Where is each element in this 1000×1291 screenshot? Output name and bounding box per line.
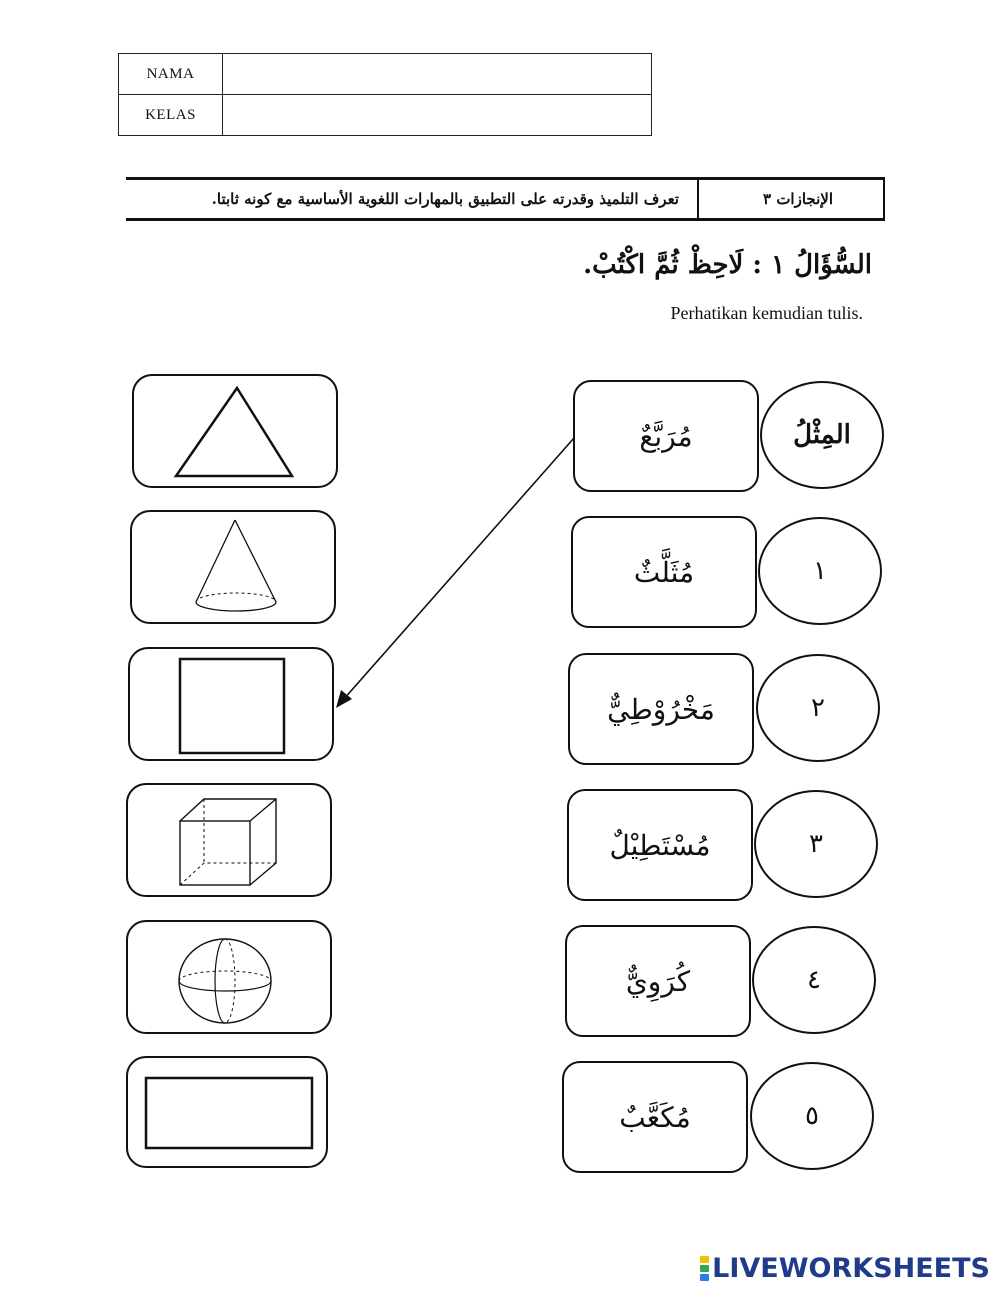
question-title: السُّؤَالُ ١ : لَاحِظْ ثُمَّ اكْتُبْ.: [583, 250, 872, 280]
example-circle: المِثْلُ: [760, 381, 884, 489]
word-box-example[interactable]: مُرَبَّعٌ: [573, 380, 759, 492]
brand-icon: [700, 1255, 709, 1282]
student-info-table: [118, 53, 652, 136]
triangle-icon: [134, 376, 340, 490]
word-box-2[interactable]: مَخْرُوْطِيٌّ: [568, 653, 754, 765]
word-box-1[interactable]: مُثَلَّثٌ: [571, 516, 757, 628]
number-circle-2: ٢: [756, 654, 880, 762]
number-circle-1: ١: [758, 517, 882, 625]
word-box-3[interactable]: مُسْتَطِيْلٌ: [567, 789, 753, 901]
name-row: [119, 54, 652, 95]
liveworksheets-logo: [700, 1253, 990, 1284]
word-box-4[interactable]: كُرَوِيٌّ: [565, 925, 751, 1037]
shape-box-square[interactable]: [128, 647, 334, 761]
number-circle-3: ٣: [754, 790, 878, 898]
name-label: NAMA: [119, 54, 223, 95]
cube-icon: [128, 785, 334, 899]
class-label: KELAS: [119, 95, 223, 136]
word-box-5[interactable]: مُكَعَّبٌ: [562, 1061, 748, 1173]
shape-box-cone[interactable]: [130, 510, 336, 624]
question-instruction: Perhatikan kemudian tulis.: [670, 303, 863, 323]
shape-box-triangle[interactable]: [132, 374, 338, 488]
objective-bar: [126, 177, 885, 221]
rectangle-icon: [128, 1058, 330, 1170]
number-circle-4: ٤: [752, 926, 876, 1034]
shape-box-cube[interactable]: [126, 783, 332, 897]
brand-name: LIVEWORKSHEETS: [712, 1253, 990, 1284]
cone-icon: [132, 512, 338, 626]
class-field[interactable]: [223, 95, 652, 136]
sphere-icon: [128, 922, 334, 1036]
class-row: [119, 95, 652, 136]
shape-box-sphere[interactable]: [126, 920, 332, 1034]
objective-text: تعرف التلميذ وقدرته على التطبيق بالمهارات اللغوية الأساسية مع كونه ثابتا.: [211, 190, 679, 208]
square-icon: [130, 649, 336, 763]
name-field[interactable]: [223, 54, 652, 95]
number-circle-5: ٥: [750, 1062, 874, 1170]
shape-box-rectangle[interactable]: [126, 1056, 328, 1168]
objective-code: الإنجازات ٣: [697, 180, 883, 218]
